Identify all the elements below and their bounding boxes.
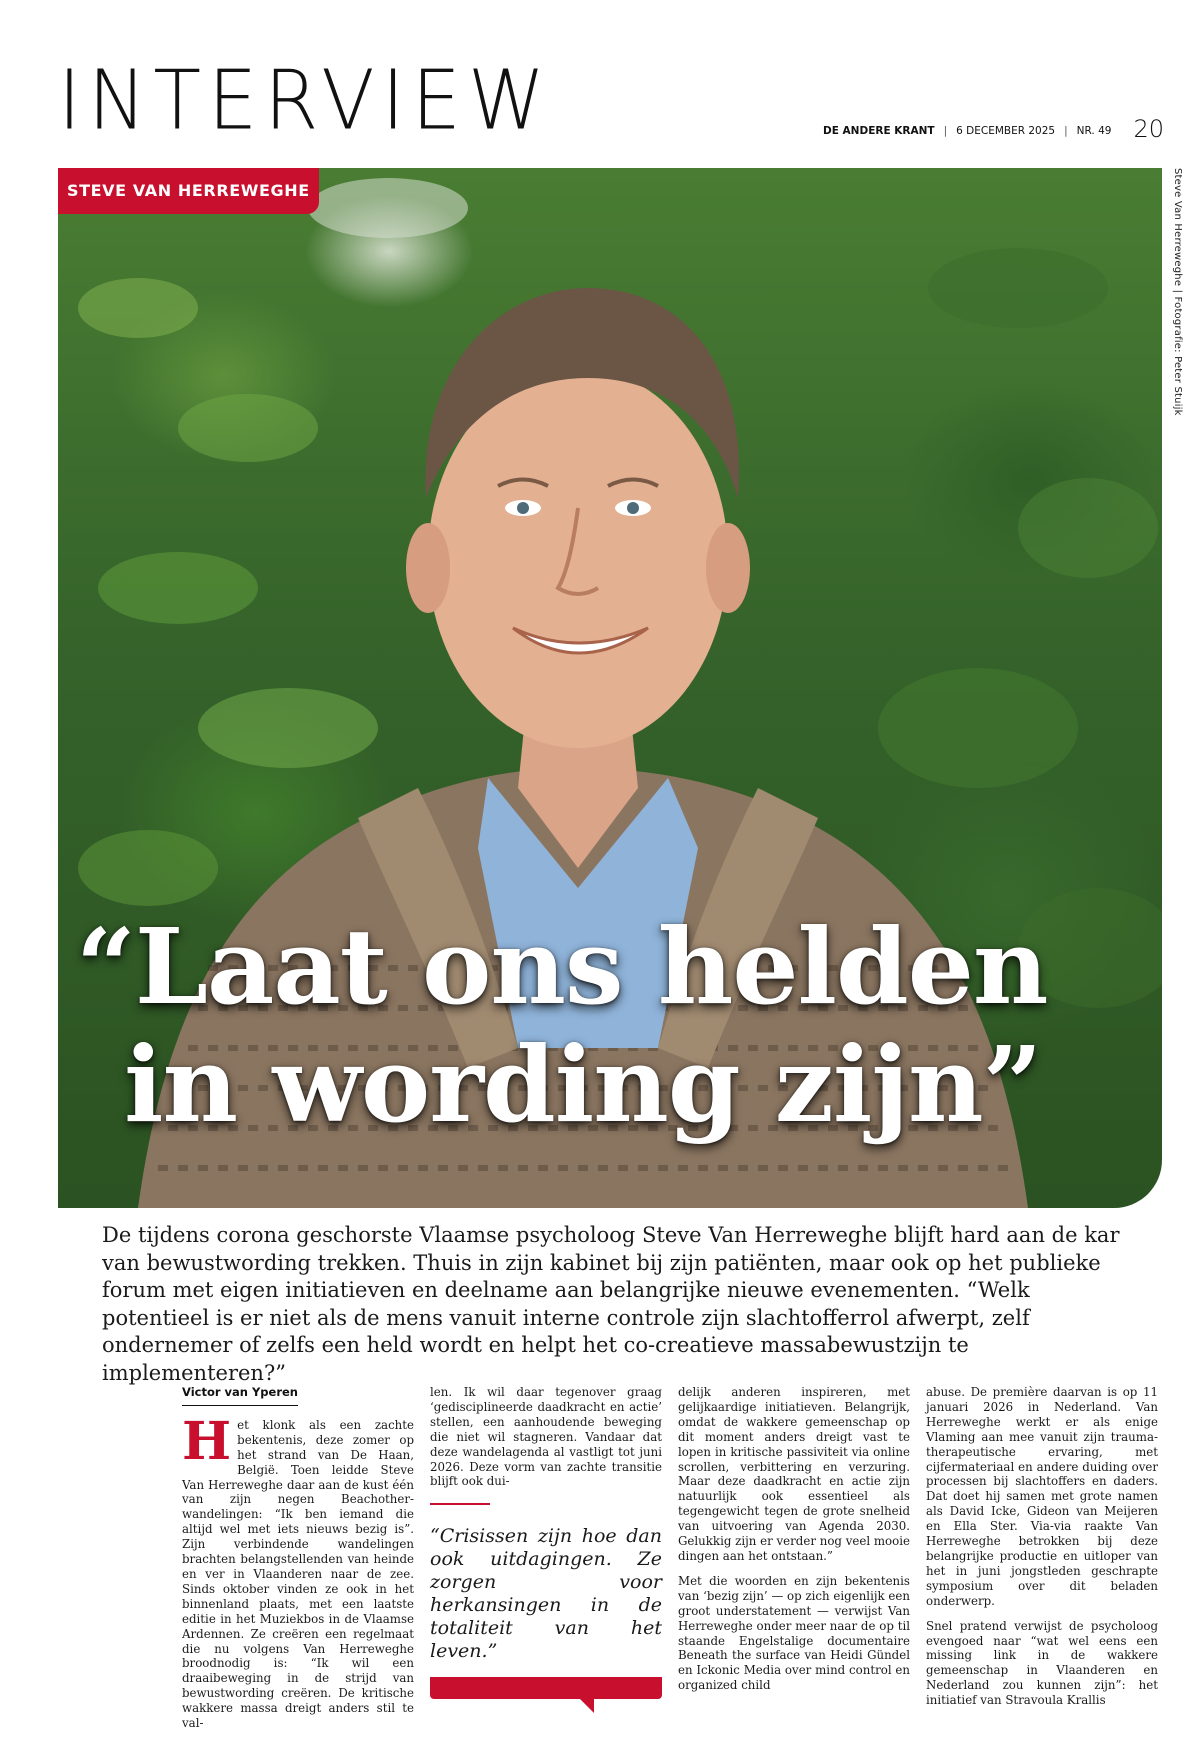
intro-paragraph: De tijdens corona geschorste Vlaamse psycholoog Steve Van Herreweghe blijft hard aan de kar van bewustwording trekken. Thuis in zijn kabinet bij zijn patiënten, maar ook op het publieke forum met eigen initiatieven en deelname aan belangrijke nieuwe evenementen. “Welk potentieel is er niet als de mens vanuit interne controle zijn slachtofferrol afwerpt, zelf ondernemer of zelfs een held wordt en helpt het co-creatieve massabewustzijn te implementeren?” <box>102 1223 1120 1385</box>
page-number: 20 <box>1133 115 1164 143</box>
masthead-separator: | <box>1064 125 1068 137</box>
masthead <box>823 112 1164 143</box>
byline: Victor van Yperen <box>182 1385 298 1406</box>
article-column-2 <box>430 1385 662 1699</box>
article-paragraph: len. Ik wil daar tegenover graag ‘gedisciplineerde daadkracht en actie’ stellen, een aanhoudende beweging die niet wil stagneren. Vandaar dat deze wandelagenda al vastligt tot juni 2026. Deze vorm van zachte transitie blijft ook dui- <box>430 1385 662 1489</box>
headline-line-1: “Laat ons helden <box>76 905 1048 1028</box>
masthead-separator: | <box>943 125 948 137</box>
article-paragraph: Met die woorden en zijn bekentenis van ‘bezig zijn’ — op zich eigenlijk een groot understatement — verwijst Van Herreweghe onder meer naar de op til staande Engelstalige documentaire Beneath the surface van Heidi Gündel en Ickonic Media over mind control en organized child <box>678 1573 910 1693</box>
article-paragraph: delijk anderen inspireren, met gelijkaardige initiatieven. Belangrijk, omdat de wakkere gemeenschap op dit moment anders dreigt vast te lopen in kritische passiviteit via online scrollen, verbittering en verzuring. Maar deze daadkracht en actie zijn natuurlijk ook essentieel als tegengewicht tegen de grote snelheid van uitvoering van Agenda 2030. Gelukkig zijn er verder nog veel mooie dingen aan het ontstaan.” <box>678 1385 911 1563</box>
paragraph-text: et klonk als een zachte bekentenis, deze zomer op het strand van De Haan, België. Toen leidde Steve Van Herreweghe daar aan de kust één van zijn negen Beachother-wandelingen: “Ik ben iemand die altijd wel met iets nieuws bezig is”. Zijn verbindende wandelingen brachten belangstellenden van heinde en ver in Vlaanderen naar de zee. Sinds oktober vinden ze ook in het binnenland plaats, met een laatste editie in het Muziekbos in de Vlaamse Ardennen. Ze creëren een regelmaat die nu volgens Van Herreweghe broodnodig is: “Ik wil een draaibeweging in de strijd van bewustwording creëren. De kritische wakkere massa dreigt anders stil te val- <box>182 1417 414 1731</box>
photo-credit: Steve Van Herreweghe | Fotografie: Peter Stuijk <box>1172 168 1183 416</box>
hero-photo <box>58 168 1162 1208</box>
pull-quote-bar <box>430 1677 662 1699</box>
headline <box>76 905 1156 1146</box>
article-column-1 <box>182 1385 414 1741</box>
publication-name: DE ANDERE KRANT <box>823 125 935 137</box>
person-tag: STEVE VAN HERREWEGHE <box>58 168 319 214</box>
issue-date: 6 DECEMBER 2025 <box>956 125 1056 137</box>
article-paragraph: Snel pratend verwijst de psycholoog evengoed naar “wat wel eens een missing link in de wakkere gemeenschap in Vlaanderen en Nederland zou kunnen zijn”: het initiatief van Stravoula Krallis <box>926 1618 1158 1708</box>
face <box>428 368 728 748</box>
pull-quote-rule <box>430 1503 490 1517</box>
drop-cap: H <box>182 1410 232 1472</box>
article-column-4 <box>926 1385 1158 1718</box>
article-column-3 <box>678 1385 910 1703</box>
article-paragraph: abuse. De première daarvan is op 11 januari 2026 in Nederland. Van Herreweghe werkt er als enige Vlaming aan mee vanuit zijn trauma-therapeutische ervaring, met cijfermateriaal en andere duiding over processen bij slachtoffers en daders. Dat doet hij samen met grote namen als David Icke, Gideon van Meijeren en Ella Ster. Via-via raakte Van Herreweghe betrokken bij deze belangrijke productie en uitloper van het in juni jongstleden geschrapte symposium over dit beladen onderwerp. <box>926 1385 1158 1608</box>
issue-number: NR. 49 <box>1076 125 1112 137</box>
section-title: INTERVIEW <box>58 53 552 149</box>
article-paragraph <box>182 1410 414 1731</box>
headline-line-2: in wording zijn” <box>124 1023 1042 1146</box>
pull-quote: “Crisissen zijn hoe dan ook uitdagingen. Ze zorgen voor herkansingen in de totaliteit van het leven.” <box>430 1525 662 1663</box>
